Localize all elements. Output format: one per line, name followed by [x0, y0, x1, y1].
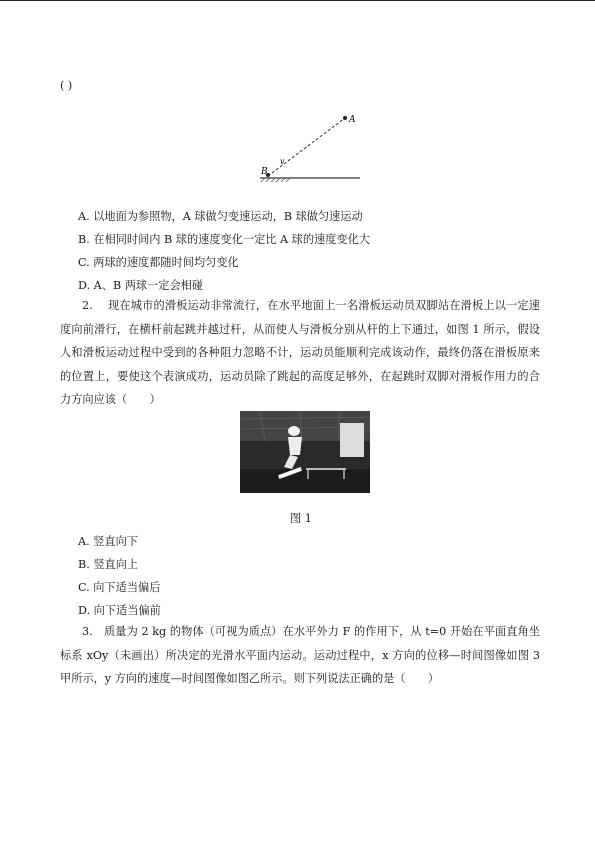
q2-option-d: D. 向下适当偏前	[78, 604, 161, 617]
label-a: A	[349, 115, 356, 125]
label-b: B	[261, 167, 268, 177]
page-top-rule	[0, 0, 595, 1]
q1-option-b: B. 在相同时间内 B 球的速度变化一定比 A 球的速度变化大	[78, 233, 370, 246]
q2-option-a: A. 竖直向下	[78, 535, 138, 548]
q2-option-c: C. 向下适当偏后	[78, 581, 161, 594]
answer-bracket: ( )	[60, 79, 73, 92]
projectile-figure	[255, 108, 365, 183]
label-v: v	[280, 157, 285, 166]
q2-text: 2. 现在城市的滑板运动非常流行，在水平地面上一名滑板运动员双脚站在滑板上以一定速度向前滑行，在横杆前起跳并越过杆，从而使人与滑板分别从杆的上下通过，如图 1 所示，假设人和滑板运动过程中受到的各种阻力忽略不计，运动员能顺利完成该动作，最终仍落在滑板原来的位置上，要使这个表演成功，运动员除了跳起的高度足够外，在起跳时双脚对滑板作用力的合力方向应该（ ）	[60, 299, 540, 406]
q1-option-c: C. 两球的速度都随时间均匀变化	[78, 256, 239, 269]
figure1-caption: 图 1	[290, 512, 312, 525]
ground-hatching	[261, 178, 290, 182]
q3-text: 3. 质量为 2 kg 的物体（可视为质点）在水平外力 F 的作用下，从 t=0 开始在平面直角坐标系 xOy（未画出）所决定的光滑水平面内运动。运动过程中，x 方向的位移—时间图像如图 3 甲所示，y 方向的速度—时间图像如图乙所示。则下列说法正确的是（ ）	[60, 625, 540, 685]
trajectory-dashed-line	[268, 118, 345, 176]
q1-option-a: A. 以地面为参照物，A 球做匀变速运动，B 球做匀速运动	[78, 210, 363, 223]
ball-a	[343, 116, 347, 120]
q1-option-d: D. A、B 两球一定会相碰	[78, 279, 204, 292]
q2-option-b: B. 竖直向上	[78, 558, 139, 571]
skateboard-photo	[240, 411, 370, 493]
